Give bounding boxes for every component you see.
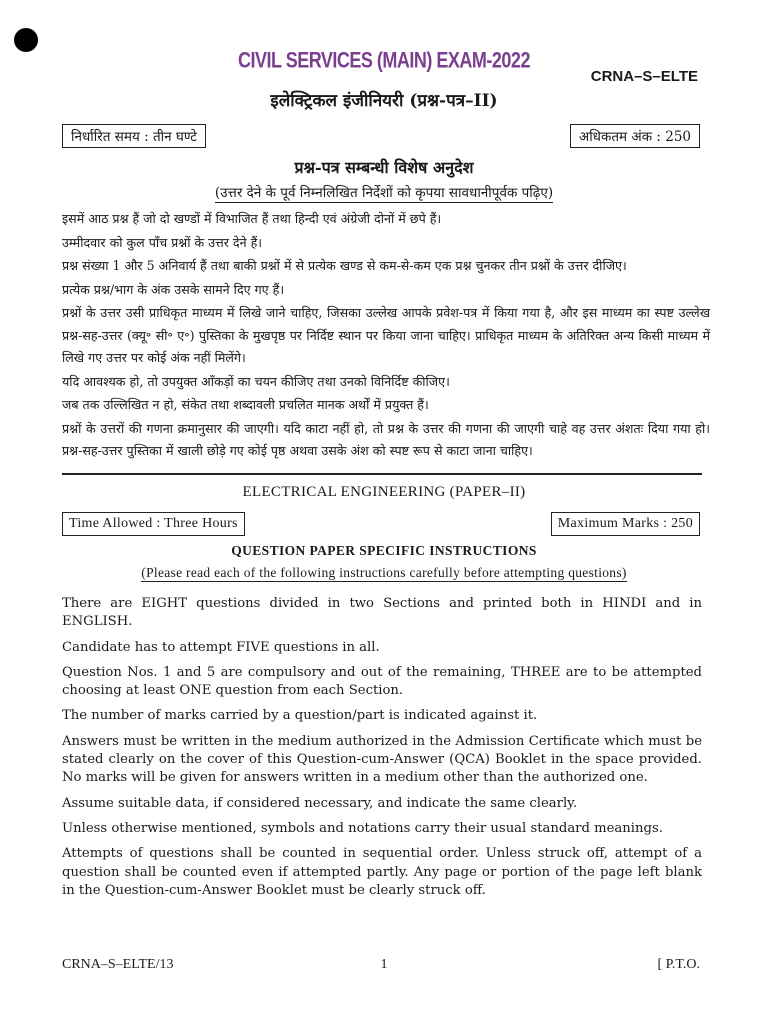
section-divider	[62, 473, 702, 475]
hindi-instruction: उम्मीदवार को कुल पाँच प्रश्नों के उत्तर देने हैं।	[62, 234, 263, 250]
page-number: 1	[380, 957, 388, 972]
hindi-instructions-heading: प्रश्न-पत्र सम्बन्धी विशेष अनुदेश	[294, 158, 474, 177]
english-instruction: There are EIGHT questions divided in two Sections and printed both in HINDI and in ENGLISH.	[62, 596, 702, 630]
paper-code: CRNA–S–ELTE	[590, 68, 698, 85]
hindi-instruction: प्रश्न संख्या 1 और 5 अनिवार्य हैं तथा बाकी प्रश्नों में से प्रत्येक खण्ड से कम-से-कम एक प्रश्न चुनकर तीन प्रश्नों के उत्तर दीजिए।	[62, 258, 627, 273]
hindi-instruction: प्रश्नों के उत्तरों की गणना क्रमानुसार की जाएगी। यदि काटा नहीं हो, तो प्रश्न के उत्तर की गणना की जाएगी चाहे वह उत्तर अंशतः दिया गया हो। प्रश्न-सह-उत्तर पुस्तिका में खाली छोड़े गए कोई पृष्ठ अथवा उसके अंश को स्पष्ट रूप से काटा जाना चाहिए।	[62, 420, 710, 458]
footer-paper-code: CRNA–S–ELTE/13	[62, 957, 174, 972]
english-instruction: The number of marks carried by a question/part is indicated against it.	[62, 708, 538, 724]
hindi-instruction: प्रश्नों के उत्तर उसी प्राधिकृत माध्यम में लिखे जाने चाहिए, जिसका उल्लेख आपके प्रवेश-पत्र में किया गया है, और इस माध्यम का स्पष्ट उल्लेख प्रश्न-सह-उत्तर (क्यू॰ सी॰ ए॰) पुस्तिका के मुखपृष्ठ पर निर्दिष्ट स्थान पर किया जाना चाहिए। प्राधिकृत माध्यम के अतिरिक्त अन्य किसी माध्यम में लिखे गए उत्तर पर कोई अंक नहीं मिलेंगे।	[62, 305, 710, 365]
english-paper-title: ELECTRICAL ENGINEERING (PAPER–II)	[242, 484, 526, 500]
hindi-time-allowed: निर्धारित समय : तीन घण्टे	[62, 124, 206, 148]
pto-label: [ P.T.O.	[657, 957, 700, 972]
hindi-paper-title: इलेक्ट्रिकल इंजीनियरी (प्रश्न-पत्र–II)	[270, 91, 498, 111]
english-time-allowed: Time Allowed : Three Hours	[62, 512, 245, 536]
exam-stamp: CIVIL SERVICES (MAIN) EXAM-2022	[238, 47, 530, 73]
hindi-max-marks: अधिकतम अंक : 250	[570, 124, 700, 148]
hindi-instruction: जब तक उल्लिखित न हो, संकेत तथा शब्दावली प्रचलित मानक अर्थों में प्रयुक्त हैं।	[62, 397, 429, 412]
english-instructions-heading: QUESTION PAPER SPECIFIC INSTRUCTIONS	[231, 543, 537, 558]
english-instructions-subheading: (Please read each of the following instructions carefully before attempting questions)	[141, 565, 627, 580]
hindi-instruction: यदि आवश्यक हो, तो उपयुक्त आँकड़ों का चयन कीजिए तथा उनको विनिर्दिष्ट कीजिए।	[62, 373, 450, 389]
english-instruction: Question Nos. 1 and 5 are compulsory and out of the remaining, THREE are to be attempted choosing at least ONE question from each Section.	[62, 664, 702, 699]
english-max-marks: Maximum Marks : 250	[551, 512, 700, 536]
english-instruction: Assume suitable data, if considered necessary, and indicate the same clearly.	[62, 795, 578, 811]
hindi-instruction: इसमें आठ प्रश्न हैं जो दो खण्डों में विभाजित हैं तथा हिन्दी एवं अंग्रेजी दोनों में छपे हैं।	[62, 211, 442, 226]
english-instructions	[62, 595, 702, 907]
english-instruction: Unless otherwise mentioned, symbols and notations carry their usual standard meanings.	[62, 820, 663, 836]
hindi-instructions-subheading: (उत्तर देने के पूर्व निम्नलिखित निर्देशों को कृपया सावधानीपूर्वक पढ़िए)	[214, 185, 554, 201]
english-instruction: Answers must be written in the medium authorized in the Admission Certificate which must be stated clearly on the cover of this Question-cum-Answer (QCA) Booklet in the space provided. No marks will be given for answers written in a medium other than the authorized one.	[62, 733, 702, 786]
hindi-instruction: प्रत्येक प्रश्न/भाग के अंक उसके सामने दिए गए हैं।	[62, 281, 285, 297]
english-instruction: Attempts of questions shall be counted in sequential order. Unless struck off, attempt of a question shall be counted even if attempted partly. Any page or portion of the page left blank in the Question-cum-Answer Booklet must be clearly struck off.	[62, 846, 702, 898]
english-instruction: Candidate has to attempt FIVE questions in all.	[62, 639, 380, 655]
hindi-instructions	[62, 208, 710, 464]
